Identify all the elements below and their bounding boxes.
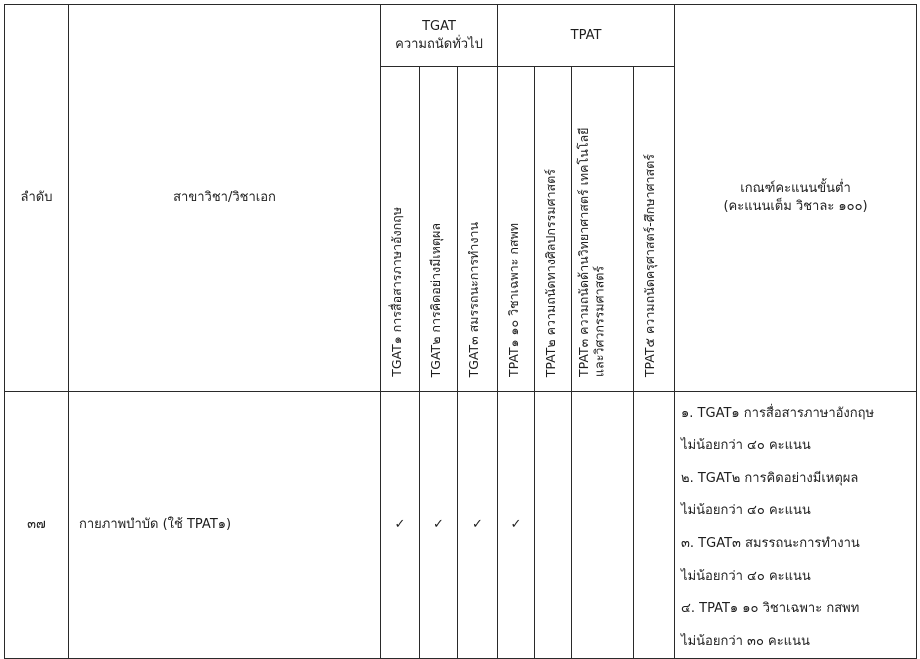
header-tgat3	[458, 67, 498, 392]
header-tgat2	[420, 67, 458, 392]
header-tpat3-line1: TPAT๓ ความถนัดด้านวิทยาศาสตร์ เทคโนโลยี	[576, 127, 591, 377]
row-major: กายภาพบำบัด (ใช้ TPAT๑)	[69, 391, 381, 659]
check-tgat1: ✓	[381, 391, 420, 659]
header-tpat2	[535, 67, 572, 392]
header-criteria-title: เกณฑ์คะแนนขั้นต่ำ	[740, 181, 851, 197]
header-tpat3-label	[576, 67, 607, 385]
check-tpat5	[634, 391, 675, 659]
header-tgat1-label: TGAT๑ การสื่อสารภาษาอังกฤษ	[389, 207, 404, 377]
header-tpat1	[498, 67, 535, 392]
table-row	[5, 391, 917, 659]
header-tpat2-label: TPAT๒ ความถนัดทางศิลปกรรมศาสตร์	[543, 168, 558, 377]
criteria-line: ไม่น้อยกว่า ๔๐ คะแนน	[681, 438, 811, 454]
criteria-line: ๒. TGAT๒ การคิดอย่างมีเหตุผล	[681, 470, 859, 486]
criteria-line: ๓. TGAT๓ สมรรถนะการทำงาน	[681, 535, 860, 551]
header-tgat2-label: TGAT๒ การคิดอย่างมีเหตุผล	[428, 222, 443, 377]
criteria-line: ไม่น้อยกว่า ๓๐ คะแนน	[681, 633, 810, 649]
header-tpat5	[634, 67, 675, 392]
criteria-line: ไม่น้อยกว่า ๔๐ คะแนน	[681, 568, 811, 584]
check-tpat2	[535, 391, 572, 659]
admission-criteria-table	[4, 4, 917, 659]
header-row-group	[5, 5, 917, 67]
header-major: สาขาวิชา/วิชาเอก	[69, 5, 381, 392]
header-tgat-desc: ความถนัดทั่วไป	[395, 36, 483, 52]
row-order: ๓๗	[5, 391, 69, 659]
header-tgat-group	[381, 5, 498, 67]
header-tpat5-label: TPAT๕ ความถนัดครุศาสตร์-ศึกษาศาสตร์	[642, 153, 657, 377]
header-tgat3-label: TGAT๓ สมรรถนะการทำงาน	[466, 221, 481, 377]
check-tpat3	[572, 391, 634, 659]
header-order: ลำดับ	[5, 5, 69, 392]
header-tpat3-line2: และวิศวกรรมศาสตร์	[591, 265, 607, 377]
header-tgat1	[381, 67, 420, 392]
check-tgat3: ✓	[458, 391, 498, 659]
header-criteria	[675, 5, 917, 392]
check-tpat1: ✓	[498, 391, 535, 659]
criteria-line: ไม่น้อยกว่า ๔๐ คะแนน	[681, 503, 811, 519]
header-criteria-note: (คะแนนเต็ม วิชาละ ๑๐๐)	[723, 198, 868, 214]
header-tpat-group: TPAT	[498, 5, 675, 67]
header-tgat-label: TGAT	[422, 18, 456, 34]
header-tpat3	[572, 67, 634, 392]
header-tpat1-label: TPAT๑ ๑๐ วิชาเฉพาะ กสพท	[506, 223, 521, 377]
criteria-line: ๔. TPAT๑ ๑๐ วิชาเฉพาะ กสพท	[681, 601, 860, 617]
criteria-line: ๑. TGAT๑ การสื่อสารภาษาอังกฤษ	[681, 405, 875, 421]
row-criteria	[675, 391, 917, 659]
check-tgat2: ✓	[420, 391, 458, 659]
